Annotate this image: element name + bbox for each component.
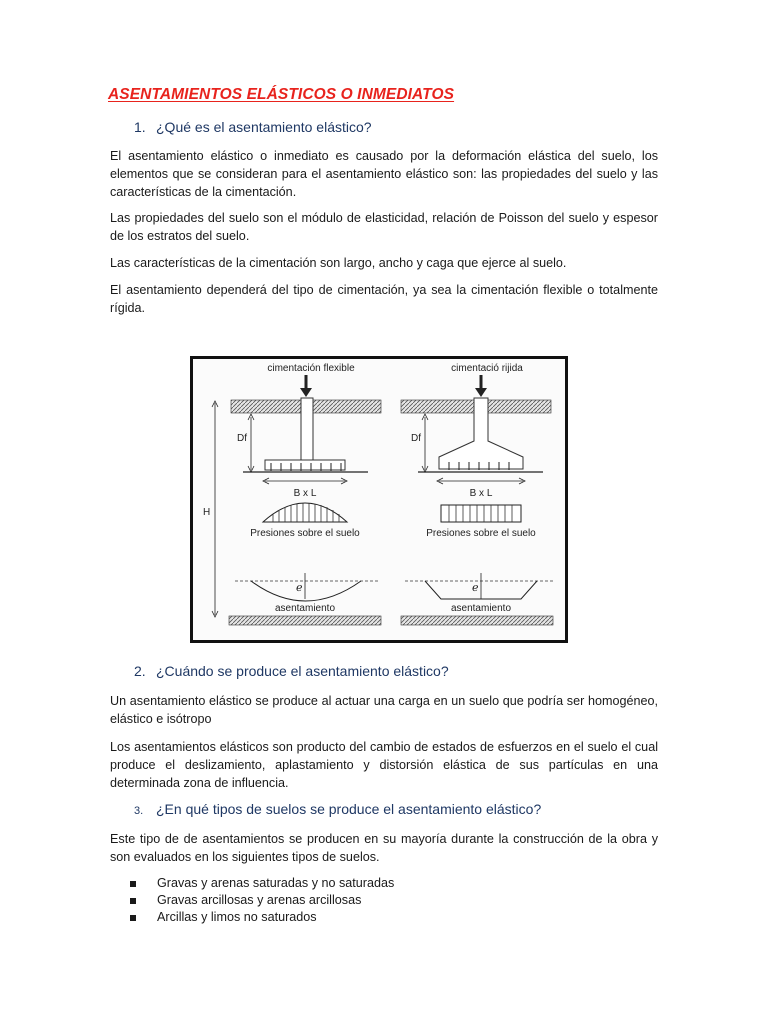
df-label: Df [237, 433, 247, 444]
column [301, 398, 313, 462]
list-item: Gravas y arenas saturadas y no saturadas [130, 875, 394, 892]
bxl-label-left: B x L [293, 488, 317, 499]
list-item: Arcillas y limos no saturados [130, 909, 394, 926]
document-title: ASENTAMIENTOS ELÁSTICOS O INMEDIATOS [108, 86, 455, 103]
section-number: 1. [134, 119, 146, 135]
section-2-heading [134, 663, 449, 679]
h-label: H [203, 507, 211, 518]
section-3-heading [134, 801, 541, 817]
section-number: 2. [134, 663, 146, 679]
paragraph: Este tipo de de asentamientos se producen en su mayoría durante la construcción de la obra y son evaluados en los siguientes tipos de suelos. [110, 832, 658, 864]
section-1-heading [134, 119, 372, 135]
section-heading-text: ¿Cuándo se produce el asentamiento elástico? [156, 663, 449, 679]
paragraph: Las propiedades del suelo son el módulo de elasticidad, relación de Poisson del suelo y espesor de los estratos del suelo. [110, 211, 658, 243]
footing [265, 460, 345, 470]
df-label-right: Df [411, 433, 421, 444]
paragraph: Un asentamiento elástico se produce al actuar una carga en un suelo que podría ser homogéneo, elástico e isótropo [110, 694, 658, 726]
epsilon-left: ℯ [296, 582, 303, 594]
rock-base-left [229, 616, 381, 625]
paragraph: El asentamiento elástico o inmediato es causado por la deformación elástica del suelo, los elementos que se consideran para el asentamiento elástico son: las propiedades del suelo y las características de la cimentación. [110, 149, 658, 199]
foundation-diagram [190, 356, 568, 643]
load-arrow-head [300, 388, 312, 397]
section-heading-text: ¿En qué tipos de suelos se produce el asentamiento elástico? [156, 801, 542, 817]
list-item: Gravas arcillosas y arenas arcillosas [130, 892, 394, 909]
pressure-diagram-flexible [263, 503, 347, 522]
pressure-diagram-rigid [441, 505, 521, 522]
paragraph: Las características de la cimentación son largo, ancho y caga que ejerce al suelo. [110, 256, 567, 270]
rock-base-right [401, 616, 553, 625]
settlement-curve-flexible [251, 581, 361, 601]
epsilon-right: ℯ [472, 582, 479, 594]
paragraph: El asentamiento dependerá del tipo de cimentación, ya sea la cimentación flexible o totalmente rígida. [110, 283, 658, 315]
bullet-square-icon [130, 915, 136, 921]
left-title: cimentación flexible [267, 363, 355, 374]
bullet-square-icon [130, 881, 136, 887]
section-heading-text: ¿Qué es el asentamiento elástico? [156, 119, 372, 135]
bxl-label-right: B x L [469, 488, 493, 499]
pressure-label-right: Presiones sobre el suelo [426, 528, 536, 539]
foundation-diagram-svg [193, 359, 565, 640]
section-number: 3. [134, 805, 144, 817]
paragraph: Los asentamientos elásticos son producto del cambio de estados de esfuerzos en el suelo el cual produce el deslizamiento, aplastamiento y distorsión elástica de sus partículas en una determinada zona de influencia. [110, 740, 658, 790]
settlement-label-right: asentamiento [450, 603, 512, 614]
pressure-label-left: Presiones sobre el suelo [250, 528, 360, 539]
right-title: cimentació rijida [451, 363, 523, 374]
bullet-square-icon [130, 898, 136, 904]
settlement-label-left: asentamiento [274, 603, 336, 614]
soil-types-list [130, 875, 394, 926]
